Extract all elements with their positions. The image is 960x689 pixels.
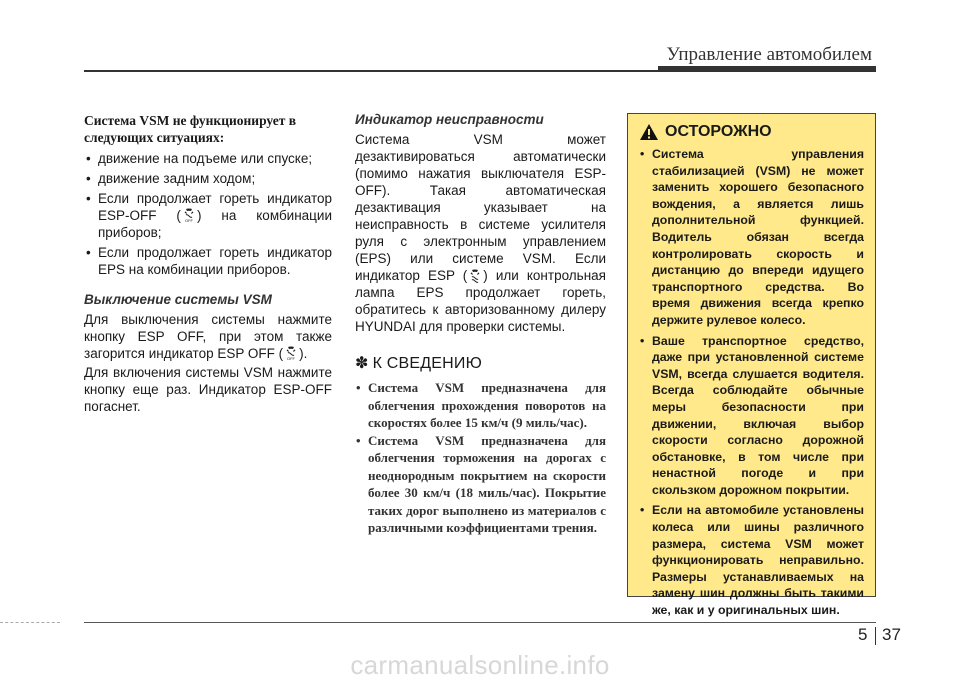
vsm-on-paragraph: Для включения системы VSM нажмите кнопку еще раз. Индикатор ESP-OFF погаснет. — [84, 365, 332, 414]
warning-list — [639, 146, 864, 619]
list-item: • Ваше транспортное средство, даже при установленной системе VSM, всегда слушается водителя. Всегда соблюдайте обычные меры безопасности при движении, включая выбор скорости согласно дорожной обстановке, в том числе при ненастной погоде и при скользком дорожном покрытии. — [639, 333, 864, 499]
list-item-text: ) на комбинации приборов; — [98, 208, 332, 240]
paragraph-text: ). — [299, 346, 308, 361]
svg-text:OFF: OFF — [184, 218, 193, 223]
warning-title — [639, 123, 864, 141]
list-item: • Если на автомобиле установлены колеса или шины различного размера, система VSM может функционировать неправильно. Размеры устанавливаемых на замену шин должны быть такими же, как и у оригинальных шин. — [639, 502, 864, 618]
paragraph-text: Система VSM может дезактивироваться автоматически (помимо нажатия выключателя ESP-OFF). Такая автоматическая дезактивация указывает на неисправность в системе усилителя руля с электронным управлением (EPS) или системе VSM. Если индикатор ESP ( — [355, 132, 606, 283]
vsm-inactive-heading — [84, 112, 332, 146]
list-item — [84, 190, 332, 241]
paragraph-text: ) или контрольная лампа EPS продолжает гореть, обратитесь к авторизованному дилеру HYUNDAI для проверки системы. — [355, 268, 606, 334]
section-title: Управление автомобилем — [666, 44, 872, 65]
info-heading — [355, 353, 606, 373]
fault-indicator-heading: Индикатор неисправности — [355, 112, 544, 127]
footer-rule — [84, 622, 876, 623]
warning-title-text: ОСТОРОЖНО — [665, 123, 772, 140]
column-middle — [355, 112, 606, 537]
list-item: • Система VSM предназначена для облегчения торможения на дорогах с неоднородным покрытием на скорости более 30 км/ч (18 миль/час). Покрытие таких дорог выполнено из материалов с различными коэффициентами трения. — [355, 432, 606, 537]
chapter-number: 5 — [858, 625, 868, 644]
warning-triangle-icon — [639, 123, 659, 141]
svg-text:OFF: OFF — [287, 356, 296, 361]
list-item-text: Если продолжает гореть индикатор ESP-OFF ( — [98, 191, 332, 223]
list-item: • Если продолжает гореть индикатор EPS на комбинации приборов. — [84, 244, 332, 278]
watermark: carmanualsonline.info — [350, 650, 610, 680]
star-icon: ✽ — [355, 355, 369, 372]
vsm-inactive-heading-line2: следующих ситуациях: — [84, 130, 225, 145]
fault-indicator-paragraph — [355, 131, 606, 335]
info-heading-text: К СВЕДЕНИЮ — [372, 355, 482, 372]
vsm-inactive-heading-line1: Система VSM не функционирует в — [84, 113, 297, 128]
header-rule-accent — [658, 66, 876, 71]
paragraph-text: Для выключения системы нажмите кнопку ESP OFF, при этом также загорится индикатор ESP OFF ( — [84, 312, 332, 361]
list-item: • движение на подъеме или спуске; — [84, 150, 332, 167]
esp-off-indicator-icon — [183, 208, 195, 223]
list-item: • Система управления стабилизацией (VSM) не может заменить хорошего безопасного вождения, а является лишь дополнительной функцией. Водитель обязан всегда контролировать скорость и дистанцию до впереди идущего транспортного средства. Во время движения всегда крепко держите рулевое колесо. — [639, 146, 864, 329]
esp-indicator-icon — [469, 268, 481, 283]
page-number-separator — [875, 627, 876, 645]
list-item: • Система VSM предназначена для облегчения прохождения поворотов на скоростях более 15 км/ч (9 миль/час). — [355, 379, 606, 432]
column-left — [84, 112, 332, 417]
vsm-off-heading: Выключение системы VSM — [84, 292, 272, 307]
info-list — [355, 379, 606, 537]
vsm-inactive-list — [84, 150, 332, 278]
page-number: 37 — [882, 625, 901, 644]
vsm-off-paragraph — [84, 311, 332, 362]
esp-off-indicator-icon — [285, 346, 297, 361]
warning-box — [627, 113, 876, 618]
list-item: • движение задним ходом; — [84, 170, 332, 187]
